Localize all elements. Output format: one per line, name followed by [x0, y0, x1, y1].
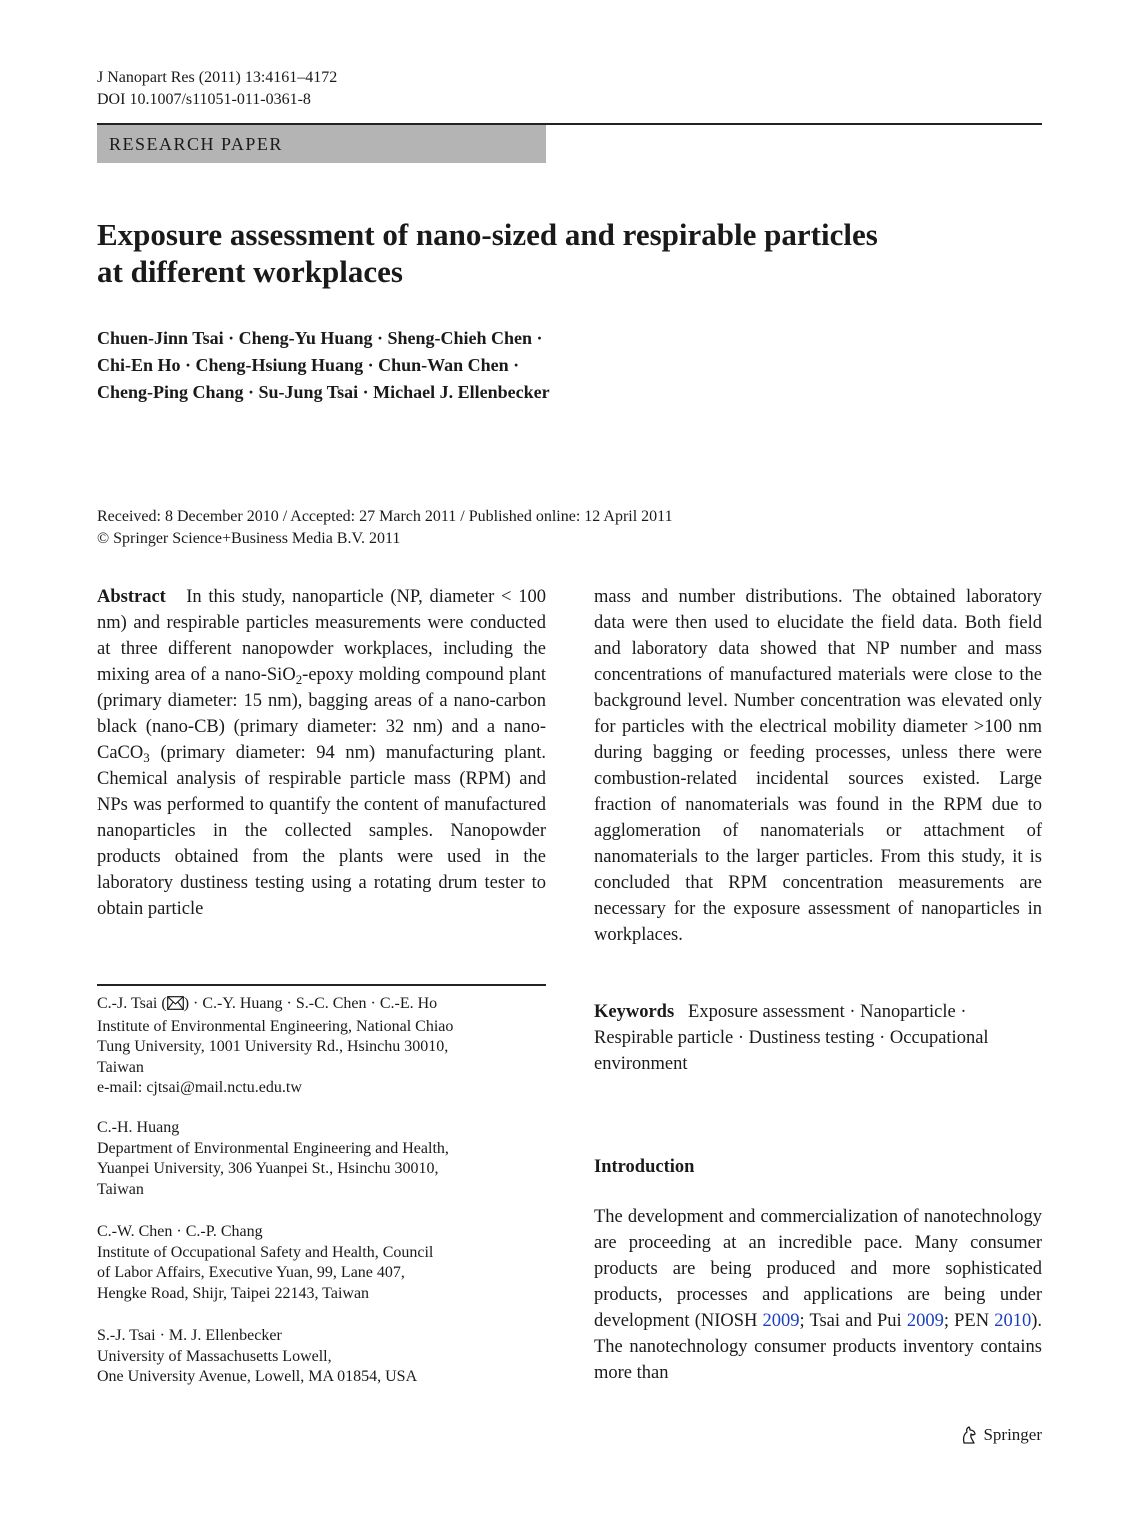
affiliation-line: Hengke Road, Shijr, Taipei 22143, Taiwan: [97, 1284, 370, 1302]
authors-line-3: Cheng-Ping Chang · Su-Jung Tsai · Michael J. Ellenbecker: [97, 382, 550, 402]
introduction-text: [594, 1204, 1042, 1386]
section-label: RESEARCH PAPER: [97, 125, 546, 163]
title-line-1: Exposure assessment of nano-sized and respirable particles: [97, 217, 878, 252]
publisher-mark: [959, 1424, 1042, 1446]
abstract-continued: mass and number distributions. The obtained laboratory data were then used to elucidate the field data. Both field and laboratory data showed that NP number and mass concentrations of manufactured materials were close to the background level. Number concentration was elevated only for particles with the electrical mobility diameter >100 nm during bagging or feeding processes, unless there were combustion-related incidental sources existed. Large fraction of nanomaterials was found in the RPM due to agglomeration of nanomaterials or attachment of nanomaterials to the larger particles. From this study, it is concluded that RPM concentration measurements are necessary for the exposure assessment of nanoparticles in workplaces.: [594, 587, 1042, 945]
title-line-2: at different workplaces: [97, 254, 403, 289]
affiliation-line: Yuanpei University, 306 Yuanpei St., Hsinchu 30010,: [97, 1160, 439, 1178]
intro-text: ; PEN: [943, 1311, 995, 1331]
abstract-text-2: -epoxy molding compound plant (primary diameter: 15 nm), bagging areas of a nano-carbon black (nano-CB) (primary diameter: 32 nm) and a nano-CaCO: [97, 665, 546, 763]
affiliation-line: of Labor Affairs, Executive Yuan, 99, Lane 407,: [97, 1264, 405, 1282]
intro-text: The development and commercialization of nanotechnology are proceeding at an incredible pace. Many consumer products are being produced and more sophisticated products, processes and applications are being under development (NIOSH: [594, 1207, 1042, 1331]
affiliation-1: [97, 994, 546, 1099]
envelope-icon[interactable]: [167, 996, 184, 1017]
affiliation-names: [97, 994, 546, 1017]
journal-citation: J Nanopart Res (2011) 13:4161–4172: [97, 69, 338, 86]
author-list: [97, 325, 1042, 406]
abstract-text-3: (primary diameter: 94 nm) manufacturing plant. Chemical analysis of respirable particle mass (RPM) and NPs was performed to quantify the content of manufactured nanoparticles in the collected samples. Nanopowder products obtained from the plants were used in the laboratory dustiness testing using a rotating drum tester to obtain particle: [97, 743, 546, 919]
affiliation-names: S.-J. Tsai · M. J. Ellenbecker: [97, 1327, 282, 1344]
citation-link[interactable]: 2009: [906, 1311, 944, 1331]
publisher-name: Springer: [983, 1425, 1042, 1444]
intro-text: ). The nanotechnology consumer products inventory contains more than: [594, 1311, 1043, 1383]
keywords-text: Exposure assessment · Nanoparticle · Respirable particle · Dustiness testing · Occupational environment: [594, 1002, 989, 1074]
affiliation-line: Institute of Environmental Engineering, National Chiao: [97, 1017, 454, 1035]
abstract-sub-2: 3: [143, 749, 150, 765]
affiliation-3: [97, 1222, 546, 1304]
doi[interactable]: DOI 10.1007/s11051-011-0361-8: [97, 91, 311, 108]
keywords: [594, 999, 1042, 1077]
copyright: © Springer Science+Business Media B.V. 2011: [97, 530, 401, 547]
affiliation-line: Taiwan: [97, 1058, 144, 1076]
corresponding-email[interactable]: e-mail: cjtsai@mail.nctu.edu.tw: [97, 1079, 302, 1097]
springer-horse-icon: [959, 1425, 979, 1445]
affiliation-line: University of Massachusetts Lowell,: [97, 1347, 332, 1365]
affiliation-line: Tung University, 1001 University Rd., Hsinchu 30010,: [97, 1038, 449, 1056]
affiliation-2: [97, 1118, 546, 1200]
citation-link[interactable]: 2009: [762, 1311, 800, 1331]
abstract: [97, 584, 546, 922]
authors-line-2: Chi-En Ho · Cheng-Hsiung Huang · Chun-Wan Chen ·: [97, 355, 520, 375]
abstract-sub-1: 2: [295, 671, 303, 687]
affiliation-names-text: C.-J. Tsai (: [97, 995, 167, 1012]
affiliation-names: C.-H. Huang: [97, 1119, 180, 1136]
introduction-heading: Introduction: [594, 1157, 695, 1177]
intro-text: ; Tsai and Pui: [799, 1311, 907, 1331]
authors-line-1: Chuen-Jinn Tsai · Cheng-Yu Huang · Sheng-Chieh Chen ·: [97, 328, 543, 348]
affiliation-line: Taiwan: [97, 1180, 144, 1198]
footnote-rule: [97, 984, 546, 986]
affiliation-line: One University Avenue, Lowell, MA 01854, USA: [97, 1368, 418, 1386]
affiliation-line: Institute of Occupational Safety and Health, Council: [97, 1243, 434, 1261]
affiliation-names-text: ) · C.-Y. Huang · S.-C. Chen · C.-E. Ho: [183, 995, 438, 1012]
citation-link[interactable]: 2010: [994, 1311, 1032, 1331]
affiliation-line: Department of Environmental Engineering and Health,: [97, 1139, 449, 1157]
dates-line: Received: 8 December 2010 / Accepted: 27 March 2011 / Published online: 12 April 2011: [97, 508, 673, 525]
publication-history: [97, 506, 1042, 550]
abstract-text-1: In this study, nanoparticle (NP, diameter < 100 nm) and respirable particles measurements were conducted at three different nanopowder workplaces, including the mixing area of a nano-SiO: [97, 587, 547, 685]
affiliation-names: C.-W. Chen · C.-P. Chang: [97, 1223, 263, 1240]
keywords-label: Keywords: [594, 1002, 675, 1022]
paper-title: [97, 216, 1042, 290]
affiliation-4: [97, 1326, 546, 1388]
abstract-label: Abstract: [97, 587, 166, 607]
